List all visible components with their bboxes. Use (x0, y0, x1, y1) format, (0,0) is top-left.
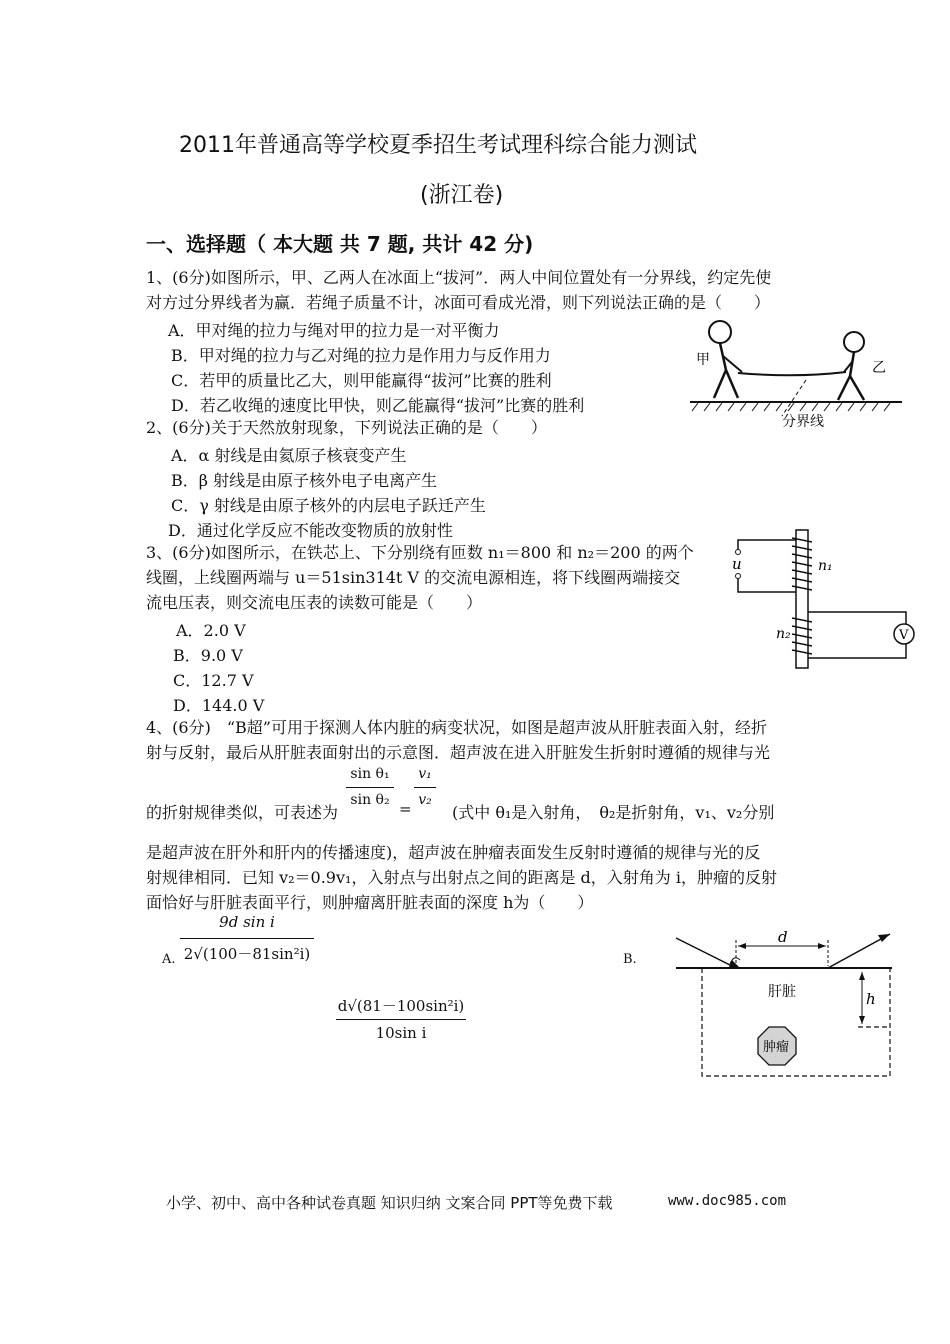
q4-stem-line3b: (式中 θ₁是入射角， θ₂是折射角，v₁、v₂分别 (452, 803, 775, 822)
label-boundary: 分界线 (782, 414, 824, 430)
incident-ray (676, 938, 736, 968)
footer-url[interactable]: www.doc985.com (668, 1193, 787, 1209)
q3-option-a: A．2.0 V (176, 621, 246, 640)
person-yi-head (844, 332, 864, 352)
label-voltmeter: V (899, 628, 909, 643)
q4-stem-line2: 射与反射，最后从肝脏表面射出的示意图．超声波在进入肝脏发生折射时遵循的规律与光 (146, 743, 771, 762)
q2-stem: 2、(6分)关于天然放射现象，下列说法正确的是（ ） (146, 418, 547, 437)
ultrasound-liver-figure (672, 920, 898, 1082)
label-n2: n₂ (776, 626, 791, 642)
formula-den-left: sin θ₂ (350, 792, 390, 808)
q4-option-a-label: A. (162, 952, 176, 967)
section-heading: 一、选择题（ 本大题 共 7 题, 共计 42 分) (146, 232, 534, 256)
label-yi: 乙 (872, 360, 886, 376)
page-subtitle: (浙江卷) (420, 183, 504, 208)
person-jia-head (709, 321, 731, 343)
q4-stem-line1: 4、(6分) “B超”可用于探测人体内脏的病变状况，如图是超声波从肝脏表面入射，经折 (146, 718, 767, 737)
footer-text: 小学、初中、高中各种试卷真题 知识归纳 文案合同 PPT等免费下载 (166, 1194, 613, 1212)
tug-of-war-figure (686, 318, 906, 433)
q1-stem-line1: 1、(6分)如图所示，甲、乙两人在冰面上“拔河”．两人中间位置处有一分界线，约定先使 (146, 268, 772, 287)
q4-option-b-label: B. (623, 952, 637, 967)
page-title: 2011年普通高等学校夏季招生考试理科综合能力测试 (179, 133, 697, 158)
q1-option-b: B．甲对绳的拉力与乙对绳的拉力是作用力与反作用力 (171, 346, 551, 365)
formula-equals: = (399, 800, 412, 818)
formula-bar-left (346, 787, 394, 788)
formula-den-right: v₂ (418, 792, 432, 808)
q1-option-c: C．若甲的质量比乙大，则甲能赢得“拔河”比赛的胜利 (171, 371, 552, 390)
q4-stem-line4: 是超声波在肝外和肝内的传播速度)，超声波在肿瘤表面发生反射时遵循的规律与光的反 (146, 843, 761, 862)
q4-stem-line6: 面恰好与肝脏表面平行，则肿瘤离肝脏表面的深度 h为（ ） (146, 893, 594, 912)
label-jia: 甲 (696, 352, 710, 368)
label-h: h (866, 990, 876, 1008)
q2-option-c: C．γ 射线是由原子核外的内层电子跃迁产生 (171, 496, 486, 515)
upper-coil (792, 538, 812, 590)
q3-stem-line3: 流电压表，则交流电压表的读数可能是（ ） (146, 593, 483, 612)
q3-option-d: D．144.0 V (173, 696, 265, 715)
q1-option-a: A．甲对绳的拉力与绳对甲的拉力是一对平衡力 (168, 321, 500, 340)
q2-option-b: B．β 射线是由原子核外电子电离产生 (171, 471, 438, 490)
q4-option-b-numerator: d√(81－100sin²i) (337, 997, 465, 1015)
label-d: d (778, 928, 788, 946)
q2-option-d: D．通过化学反应不能改变物质的放射性 (168, 521, 453, 540)
boundary-line (782, 380, 806, 416)
q3-option-c: C．12.7 V (173, 671, 254, 690)
q2-option-a: A．α 射线是由氦原子核衰变产生 (171, 446, 407, 465)
formula-num-right: v₁ (418, 766, 432, 782)
label-u: u (732, 555, 742, 573)
q4-option-a-denominator: 2√(100－81sin²i) (183, 945, 311, 963)
label-liver: 肝脏 (768, 984, 796, 1000)
q4-option-b-denominator: 10sin i (375, 1024, 427, 1042)
label-tumor: 肿瘤 (763, 1040, 790, 1055)
label-n1: n₁ (818, 558, 833, 574)
q4-stem-line3a: 的折射规律类似，可表述为 (146, 803, 339, 822)
q3-stem-line2: 线圈，上线圈两端与 u＝51sin314t V 的交流电源相连，将下线圈两端接交 (146, 568, 681, 587)
q4-stem-line5: 射规律相同．已知 v₂＝0.9v₁，入射点与出射点之间的距离是 d，入射角为 i，肿瘤的反射 (146, 868, 777, 887)
q1-option-d: D．若乙收绳的速度比甲快，则乙能赢得“拔河”比赛的胜利 (171, 396, 585, 415)
q3-stem-line1: 3、(6分)如图所示，在铁芯上、下分别绕有匝数 n₁＝800 和 n₂＝200 的两个 (146, 543, 694, 562)
lower-coil (792, 618, 812, 654)
q4-option-a-numerator: 9d sin i (219, 913, 275, 931)
q1-stem-line2: 对方过分界线者为赢．若绳子质量不计，冰面可看成光滑，则下列说法正确的是（ ） (146, 293, 771, 312)
formula-bar-right (414, 787, 436, 788)
rope (738, 372, 846, 375)
q4-option-b-bar (336, 1019, 466, 1020)
q4-option-a-bar (180, 938, 314, 939)
transformer-figure (728, 528, 918, 670)
formula-num-left: sin θ₁ (350, 766, 390, 782)
q3-option-b: B．9.0 V (173, 646, 243, 665)
iron-core (796, 530, 808, 668)
